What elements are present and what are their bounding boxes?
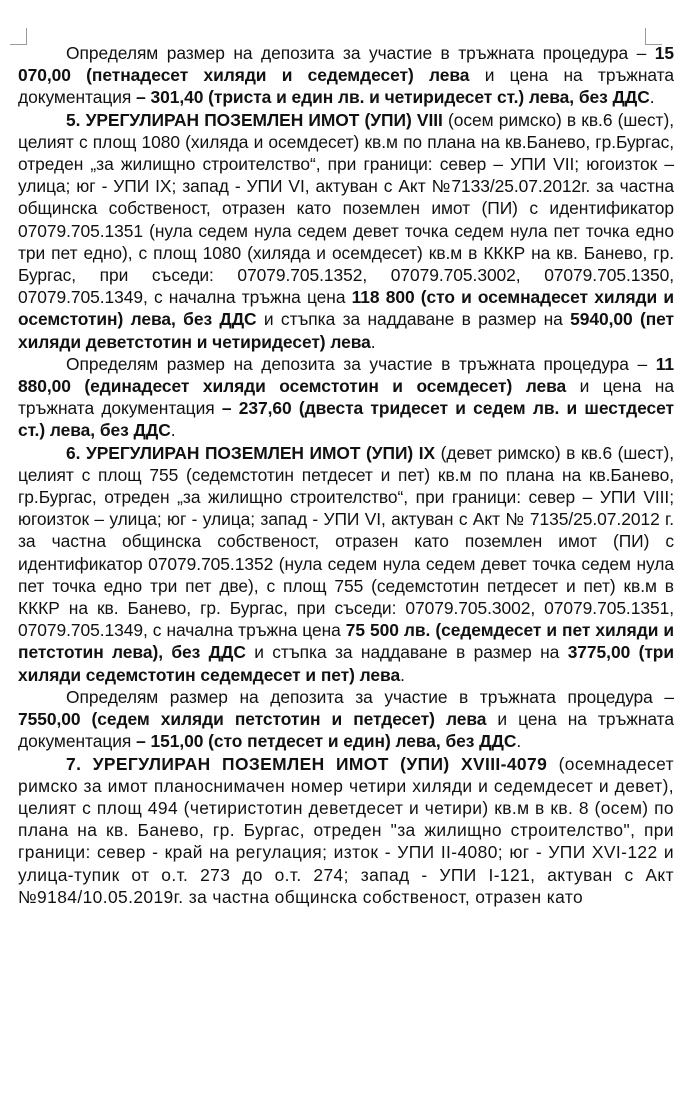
bold-text-run: 7550,00 (седем хиляди петстотин и петдесет) лева — [18, 709, 487, 730]
text-run: (осем римско) в кв.6 (шест), целият с площ 1080 (хиляда и осемдесет) кв.м по плана на кв.Банево, гр.Бургас, отреден „за жилищно строителство“, при граници: север – УПИ VII; югоизток – улица; юг - УПИ IX; запад - УПИ VI, актуван с Акт №7133/25.07.2012г. за частна общинска собственост, отразен като поземлен имот (ПИ) с идентификатор 07079.705.1351 (нула седем нула седем девет точка седем нула пет точка едно три пет едно), с площ 1080 (хиляда и осемдесет) кв.м в КККР на кв. Банево, гр. Бургас, при съседи: 07079.705.1352, 07079.705.3002, 07079.705.1350, 07079.705.1349, с начална тръжна цена — [18, 109, 674, 308]
text-run: Определям размер на депозита за участие в тръжната процедура – — [66, 686, 674, 707]
text-run: и цена на тръжната документация — [18, 709, 674, 752]
document-page — [18, 42, 674, 908]
paragraph-lot-6-upi-ix — [18, 442, 674, 686]
bold-text-run: – 151,00 (сто петдесет и един) лева, без ДДС — [136, 731, 517, 752]
text-run: . — [170, 420, 176, 441]
paragraph-deposit-lot-4 — [18, 42, 674, 109]
text-run: (осемнадесет римско за имот планоснимачен номер четири хиляди и седемдесет и девет), целият с площ 494 (четиристотин деветдесет и четири) кв.м в кв. 8 (осем) по плана на кв. Банево, гр. Бургас, отреден "за жилищно строителство", при граници: север - край на регулация; изток - УПИ II-4080; юг - УПИ XVI-122 и улица-тупик от о.т. 273 до о.т. 274; запад - УПИ I-121, актуван с Акт №9184/10.05.2019г. за частна общинска собственост, отразен като — [18, 753, 675, 907]
text-run: . — [649, 87, 655, 108]
bold-text-run: 6. УРЕГУЛИРАН ПОЗЕМЛЕН ИМОТ (УПИ) IX — [66, 442, 436, 463]
bold-text-run: – 301,40 (триста и един лв. и четиридесет ст.) лева, без ДДС — [136, 87, 650, 108]
paragraph-deposit-lot-5 — [18, 353, 674, 442]
bold-text-run: 15 070,00 (петнадесет хиляди и седемдесет) лева — [18, 43, 674, 86]
text-run: и стъпка за наддаване в размер на — [245, 642, 568, 663]
text-run: . — [516, 731, 522, 752]
paragraph-deposit-lot-6 — [18, 686, 674, 753]
bold-text-run: 11 880,00 (единадесет хиляди осемстотин и осемдесет) лева — [18, 353, 674, 397]
bold-text-run: 118 800 (сто и осемнадесет хиляди и осемстотин) лева, без ДДС — [18, 287, 674, 330]
text-run: (девет римско) в кв.6 (шест), целият с площ 755 (седемстотин петдесет и пет) кв.м по плана на кв.Банево, гр.Бургас, отреден „за жилищно строителство“, при граници: север – УПИ VIII; югоизток – улица; юг - улица; запад - УПИ VI, актуван с Акт № 7135/25.07.2012 г. за частна общинска собственост, отразен като поземлен имот (ПИ) с идентификатор 07079.705.1352 (нула седем нула седем девет точка седем нула пет точка едно три пет две), с площ 755 (седемстотин петдесет и пет) кв.м в КККР на кв. Банево, гр. Бургас, при съседи: 07079.705.3002, 07079.705.1351, 07079.705.1349, с начална тръжна цена — [18, 442, 674, 641]
paragraph-lot-5-upi-viii — [18, 109, 674, 353]
text-run: и цена на тръжната документация — [18, 376, 674, 419]
bold-text-run: 5940,00 (пет хиляди деветстотин и четиридесет) лева — [18, 309, 675, 352]
text-run: . — [370, 331, 376, 352]
bold-text-run: 3775,00 (три хиляди седемстотин седемдесет и пет) лева — [18, 642, 675, 685]
text-run: и цена на тръжната документация — [18, 65, 674, 108]
bold-text-run: 5. УРЕГУЛИРАН ПОЗЕМЛЕН ИМОТ (УПИ) VIII — [66, 109, 443, 130]
bold-text-run: 75 500 лв. (седемдесет и пет хиляди и петстотин лева), без ДДС — [18, 620, 674, 663]
bold-text-run: – 237,60 (двеста тридесет и седем лв. и шестдесет ст.) лева, без ДДС — [18, 398, 674, 441]
text-run: Определям размер на депозита за участие в тръжната процедура – — [66, 43, 655, 63]
text-run: . — [400, 664, 405, 685]
bold-text-run: 7. УРЕГУЛИРАН ПОЗЕМЛЕН ИМОТ (УПИ) XVIII-4079 — [66, 753, 548, 774]
text-run: Определям размер на депозита за участие в тръжната процедура – — [66, 353, 656, 374]
paragraph-lot-7-upi-xviii — [18, 753, 674, 908]
text-run: и стъпка за наддаване в размер на — [256, 309, 571, 330]
